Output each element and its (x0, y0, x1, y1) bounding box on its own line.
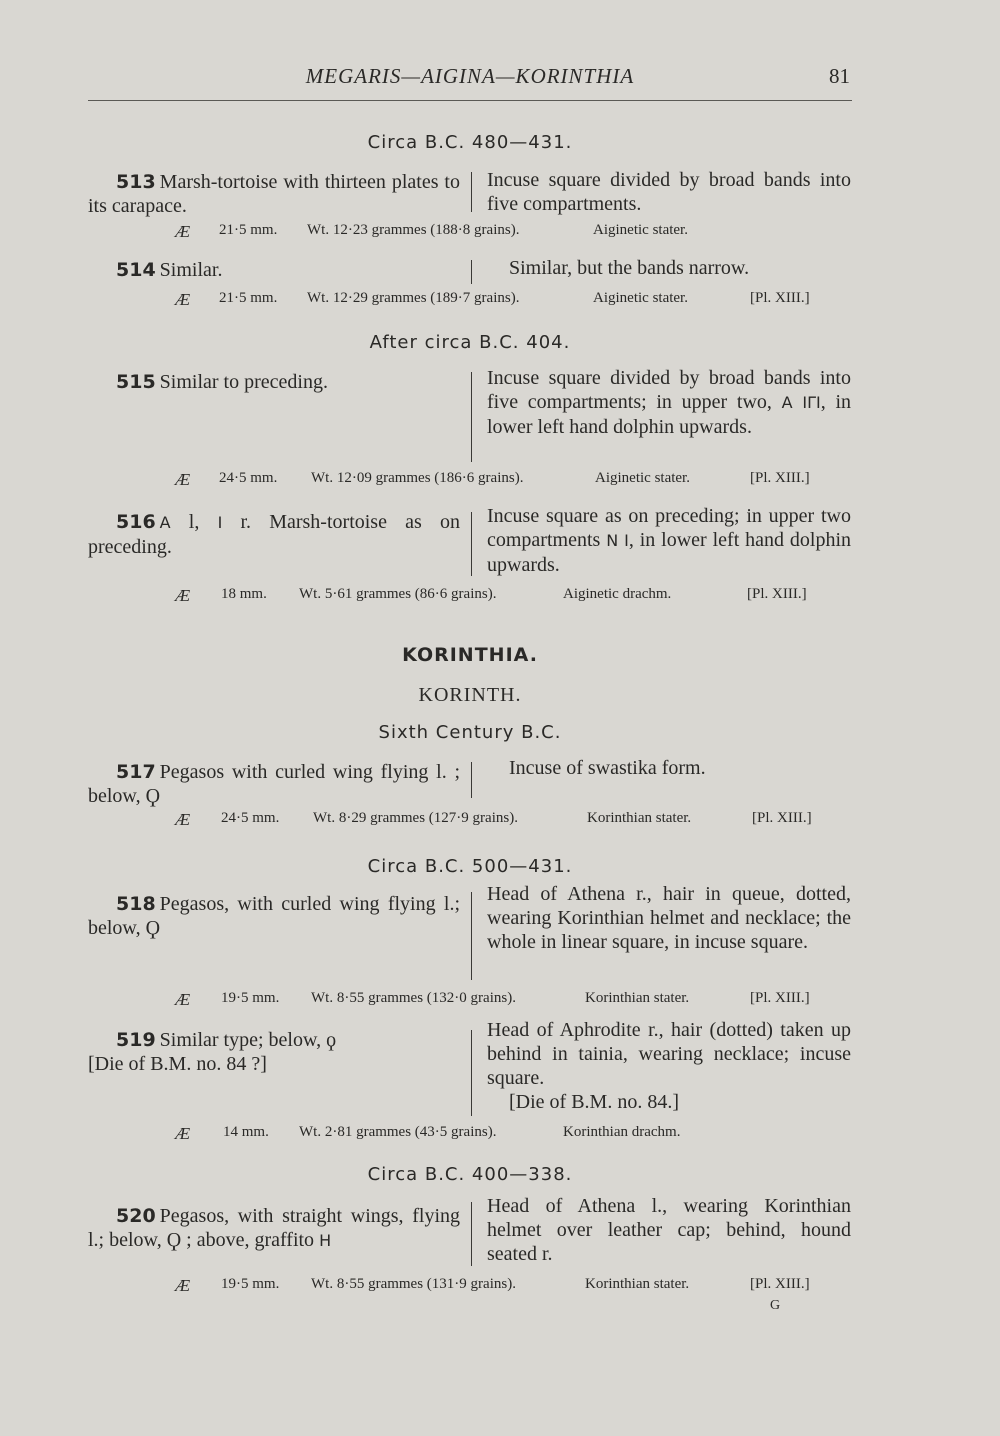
reverse-text: , in lower left hand dolphin upwards. (487, 391, 852, 438)
reverse-text: Head of Athena r., hair in queue, dotted, wearing Korinthian helmet and necklace; the whole in linear square, in incuse square. (487, 883, 851, 953)
diameter: 19·5 mm. (221, 990, 280, 1006)
weight: Wt. 8·29 grammes (127·9 grains). (313, 810, 518, 826)
diameter: 14 mm. (223, 1124, 269, 1140)
denomination: Korinthian drachm. (563, 1124, 681, 1140)
reverse-text: Head of Athena l., wearing Korinthian helmet over leather cap; behind, hound seated r. (487, 1195, 851, 1265)
weight: Wt. 12·23 grammes (188·8 grains). (307, 222, 520, 238)
weight: Wt. 8·55 grammes (131·9 grains). (311, 1276, 516, 1292)
denomination: Aiginetic stater. (593, 290, 688, 306)
diameter: 21·5 mm. (219, 222, 278, 238)
reverse-text: , in lower left hand dolphin upwards. (487, 529, 852, 576)
denomination: Korinthian stater. (587, 810, 692, 826)
denomination: Aiginetic stater. (595, 470, 690, 486)
city-heading: KORINTH. (418, 684, 522, 706)
coin-legend: A (159, 513, 171, 532)
reverse-text: Incuse square divided by broad bands into five compartments; in upper two, (487, 367, 851, 413)
entry-515-obverse (88, 370, 460, 394)
entry-519-obverse (88, 1028, 460, 1076)
entry-513-reverse (487, 168, 851, 216)
entry-517-meta (175, 810, 837, 832)
obverse-text: Similar type; below, ϙ (159, 1029, 337, 1051)
weight: Wt. 12·09 grammes (186·6 grains). (311, 470, 524, 486)
entry-520-obverse (88, 1204, 460, 1253)
entry-518-meta (175, 990, 837, 1012)
reverse-text: Incuse square as on preceding; in upper two compartments (487, 505, 851, 551)
metal-symbol: Æ (175, 222, 191, 241)
signature-mark: G (770, 1298, 781, 1313)
column-divider (471, 762, 472, 798)
metal-symbol: Æ (175, 290, 191, 309)
weight: Wt. 5·61 grammes (86·6 grains). (299, 586, 497, 602)
section-heading: Circa B.C. 500—431. (367, 856, 573, 877)
obverse-text: Pegasos with curled wing flying l. ; below, Ϙ (88, 761, 460, 807)
diameter: 24·5 mm. (221, 810, 280, 826)
column-divider (471, 1202, 472, 1266)
weight: Wt. 12·29 grammes (189·7 grains). (307, 290, 520, 306)
reverse-text: Incuse of swastika form. (509, 757, 706, 779)
section-heading: Circa B.C. 400—338. (367, 1164, 573, 1185)
entry-number: 517 (116, 761, 156, 783)
entry-519-reverse (487, 1018, 851, 1114)
page-number: 81 (829, 64, 850, 88)
obverse-text: Pegasos, with straight wings, flying l.; below, Ϙ ; above, graffito (88, 1205, 460, 1251)
reverse-text: Incuse square divided by broad bands into five compartments. (487, 169, 851, 215)
coin-legend: A ΙΓΙ (781, 393, 821, 412)
running-title: MEGARIS—AIGINA—KORINTHIA (305, 64, 635, 88)
diameter: 18 mm. (221, 586, 267, 602)
entry-515-reverse (487, 366, 851, 439)
entry-514-reverse (487, 256, 851, 280)
coin-legend: I (217, 513, 223, 532)
entry-520-meta (175, 1276, 837, 1298)
entry-514-obverse (88, 258, 460, 282)
page-header (88, 64, 852, 101)
entry-number: 520 (116, 1205, 156, 1227)
entry-516-meta (175, 586, 837, 608)
reverse-text: Head of Aphrodite r., hair (dotted) taken up behind in tainia, wearing necklace; incuse square. (487, 1019, 851, 1089)
metal-symbol: Æ (175, 1124, 191, 1143)
section-heading: Circa B.C. 480—431. (367, 132, 573, 153)
obverse-text: l, (170, 511, 200, 533)
obverse-text: Pegasos, with curled wing flying l.; below, Ϙ (88, 893, 460, 939)
diameter: 21·5 mm. (219, 290, 278, 306)
entry-519-meta (175, 1124, 837, 1146)
coin-legend: N I (606, 531, 629, 550)
section-heading: Sixth Century B.C. (378, 722, 562, 743)
entry-516-obverse (88, 510, 460, 559)
plate-reference: [Pl. XIII.] (750, 290, 810, 306)
column-divider (471, 172, 472, 212)
column-divider (471, 512, 472, 576)
column-divider (471, 892, 472, 980)
entry-513-meta (175, 222, 837, 244)
diameter: 24·5 mm. (219, 470, 278, 486)
entry-520-reverse (487, 1194, 851, 1266)
entry-number: 516 (116, 511, 156, 533)
entry-513-obverse (88, 170, 460, 218)
coin-legend: H (319, 1231, 332, 1250)
plate-reference: [Pl. XIII.] (752, 810, 812, 826)
weight: Wt. 8·55 grammes (132·0 grains). (311, 990, 516, 1006)
plate-reference: [Pl. XIII.] (747, 586, 807, 602)
denomination: Aiginetic drachm. (563, 586, 672, 602)
entry-number: 515 (116, 371, 156, 393)
entry-515-meta (175, 470, 837, 492)
metal-symbol: Æ (175, 470, 191, 489)
entry-514-meta (175, 290, 837, 312)
entry-518-reverse (487, 882, 851, 954)
entry-517-reverse (487, 756, 851, 780)
entry-number: 513 (116, 171, 156, 193)
entry-number: 519 (116, 1029, 156, 1051)
denomination: Korinthian stater. (585, 1276, 690, 1292)
column-divider (471, 1030, 472, 1116)
metal-symbol: Æ (175, 990, 191, 1009)
column-divider (471, 372, 472, 462)
entry-number: 514 (116, 259, 156, 281)
weight: Wt. 2·81 grammes (43·5 grains). (299, 1124, 497, 1140)
metal-symbol: Æ (175, 810, 191, 829)
entry-517-obverse (88, 760, 460, 808)
obverse-text: r. Marsh-tortoise as on preceding. (88, 511, 460, 558)
plate-reference: [Pl. XIII.] (750, 990, 810, 1006)
entry-516-reverse (487, 504, 851, 577)
denomination: Aiginetic stater. (593, 222, 688, 238)
metal-symbol: Æ (175, 586, 191, 605)
diameter: 19·5 mm. (221, 1276, 280, 1292)
plate-reference: [Pl. XIII.] (750, 1276, 810, 1292)
denomination: Korinthian stater. (585, 990, 690, 1006)
region-heading: KORINTHIA. (402, 644, 538, 666)
section-heading: After circa B.C. 404. (369, 332, 571, 353)
plate-reference: [Pl. XIII.] (750, 470, 810, 486)
obverse-text: Similar. (159, 259, 223, 281)
die-reference: [Die of B.M. no. 84 ?] (88, 1053, 267, 1075)
metal-symbol: Æ (175, 1276, 191, 1295)
column-divider (471, 260, 472, 284)
obverse-text: Similar to preceding. (159, 371, 328, 393)
die-reference: [Die of B.M. no. 84.] (509, 1091, 679, 1113)
obverse-text: Marsh-tortoise with thirteen plates to its carapace. (88, 171, 460, 217)
entry-number: 518 (116, 893, 156, 915)
entry-518-obverse (88, 892, 460, 940)
reverse-text: Similar, but the bands narrow. (509, 257, 750, 279)
